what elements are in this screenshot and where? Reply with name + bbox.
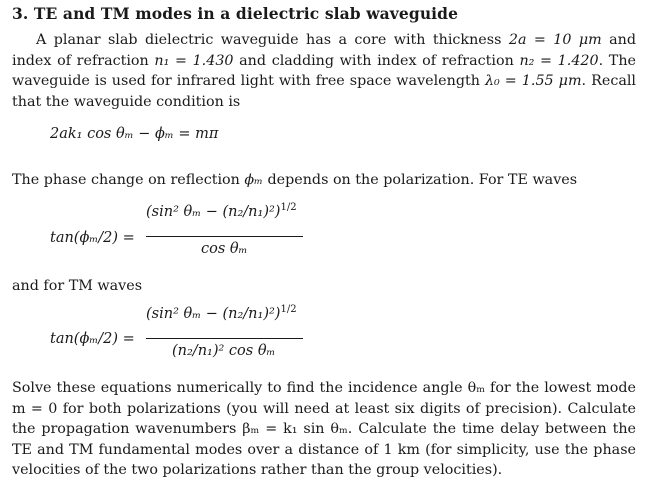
phase-text-b: depends on the polarization. For TE waves [262,172,578,188]
te-equation-lhs: tan(ϕₘ/2) = [50,230,135,246]
te-exponent: 1/2 [280,202,297,214]
tm-intro-text: and for TM waves [12,278,143,294]
tm-numerator-body: (sin² θₘ − (n₂/n₁)²) [146,306,281,322]
tm-numerator [146,306,297,322]
te-fraction-bar [146,236,303,237]
solve-paragraph: Solve these equations numerically to find the incidence angle θₘ for the lowest mode m = 0 for both polarizations (you will need at least six digits of precision). Calculate the propagation wavenumbers βₘ = k₁ sin θₘ. Calculate the time delay between the TE and TM fundamental modes over a distance of 1 km (for simplicity, use the phase velocities of the two polarizations rather than the group velocities). [12,380,636,478]
phase-text-a: The phase change on reflection [12,172,245,188]
intro-paragraph [12,30,636,112]
tm-exponent: 1/2 [280,304,297,316]
tm-fraction-bar [146,338,303,339]
intro-text-5: . Recall that the waveguide condition is [12,73,637,110]
te-denominator: cos θₘ [201,241,248,257]
tm-denominator: (n₂/n₁)² cos θₘ [172,343,276,359]
tm-equation-lhs: tan(ϕₘ/2) = [50,331,135,347]
intro-text-2: and index of refraction [12,32,637,69]
intro-text-4: . The waveguide is used for infrared light with free space wavelength [12,52,637,89]
thickness-expression: 2a = 10 μm [508,32,602,48]
core-index-expression: n₁ = 1.430 [154,52,234,69]
intro-text-3: and cladding with index of refraction [233,52,520,69]
problem-heading: 3. TE and TM modes in a dielectric slab waveguide [12,4,459,23]
cladding-index-expression: n₂ = 1.420 [519,52,599,69]
te-numerator-body: (sin² θₘ − (n₂/n₁)²) [146,204,281,220]
wavelength-expression: λ₀ = 1.55 μm [484,73,582,89]
phase-symbol: ϕₘ [244,172,263,188]
phase-paragraph [12,170,636,191]
intro-text-1: A planar slab dielectric waveguide has a core with thickness [36,32,509,48]
te-numerator [146,204,297,220]
waveguide-condition-equation: 2ak₁ cos θₘ − ϕₘ = mπ [50,126,219,142]
